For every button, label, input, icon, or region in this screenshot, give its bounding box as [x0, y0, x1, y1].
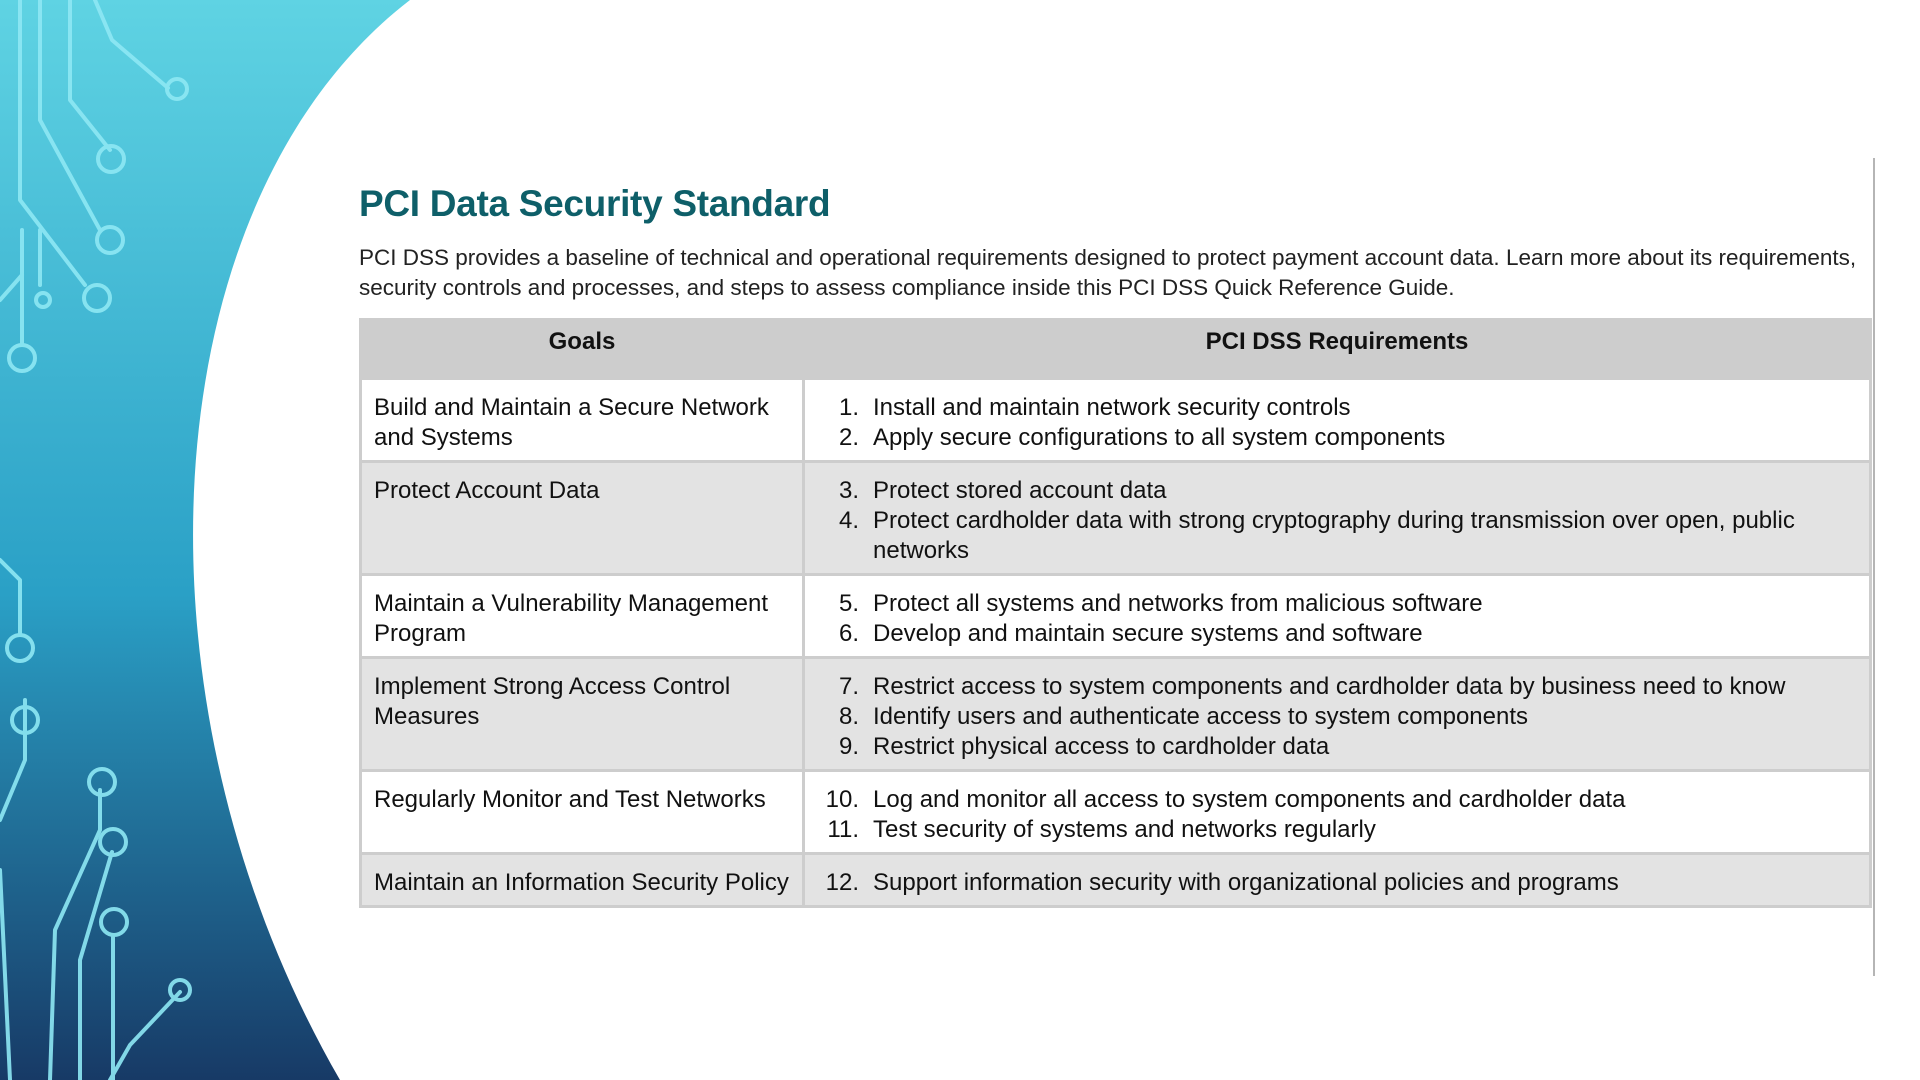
requirement-item	[817, 815, 1857, 845]
requirement-text: Protect all systems and networks from malicious software	[873, 590, 1483, 617]
page-title: PCI Data Security Standard	[359, 183, 831, 224]
requirements-cell	[804, 854, 1871, 907]
requirement-text: Install and maintain network security controls	[873, 394, 1351, 421]
requirement-number: 12.	[825, 869, 859, 896]
requirement-item	[817, 589, 1857, 619]
requirement-item	[817, 868, 1857, 898]
right-divider-line	[1873, 158, 1875, 976]
requirement-item	[817, 702, 1857, 732]
requirement-number: 8.	[838, 703, 859, 730]
table-row	[361, 462, 1871, 575]
requirement-text: Restrict physical access to cardholder data	[873, 733, 1330, 760]
requirement-text: Apply secure configurations to all system components	[873, 424, 1446, 451]
slide-content	[359, 180, 1872, 908]
goal-cell: Protect Account Data	[361, 462, 804, 575]
requirement-number: 1.	[838, 394, 859, 421]
table-row	[361, 854, 1871, 907]
requirements-list	[817, 785, 1857, 845]
requirement-item	[817, 506, 1857, 566]
intro-paragraph: PCI DSS provides a baseline of technical and operational requirements designed to protect payment account data. Learn more about its requirements, security controls and processes, and steps to assess compliance inside this PCI DSS Quick Reference Guide.	[359, 245, 1857, 300]
goals-column-header: Goals	[361, 320, 804, 379]
requirement-text: Protect stored account data	[873, 477, 1167, 504]
table-row	[361, 575, 1871, 658]
goal-cell: Implement Strong Access Control Measures	[361, 658, 804, 771]
requirements-list	[817, 589, 1857, 649]
requirements-cell	[804, 379, 1871, 462]
requirement-number: 7.	[838, 673, 859, 700]
requirement-text: Develop and maintain secure systems and software	[873, 620, 1423, 647]
requirements-cell	[804, 658, 1871, 771]
requirement-number: 2.	[838, 424, 859, 451]
requirement-item	[817, 619, 1857, 649]
requirement-item	[817, 423, 1857, 453]
table-row	[361, 379, 1871, 462]
requirement-number: 10.	[825, 786, 859, 813]
requirement-text: Test security of systems and networks regularly	[873, 816, 1376, 843]
table-row	[361, 658, 1871, 771]
requirement-text: Restrict access to system components and cardholder data by business need to know	[873, 673, 1786, 700]
table-row	[361, 771, 1871, 854]
requirement-number: 5.	[838, 590, 859, 617]
requirements-list	[817, 868, 1857, 898]
requirement-item	[817, 393, 1857, 423]
requirements-column-header: PCI DSS Requirements	[804, 320, 1871, 379]
requirement-number: 11.	[827, 816, 859, 843]
requirements-cell	[804, 575, 1871, 658]
goal-cell: Regularly Monitor and Test Networks	[361, 771, 804, 854]
requirement-item	[817, 672, 1857, 702]
requirements-cell	[804, 462, 1871, 575]
requirement-number: 3.	[838, 477, 859, 504]
requirements-list	[817, 476, 1857, 566]
goal-cell: Maintain a Vulnerability Management Program	[361, 575, 804, 658]
requirement-text: Support information security with organizational policies and programs	[873, 869, 1619, 896]
requirement-number: 6.	[838, 620, 859, 647]
table-header-row	[361, 320, 1871, 379]
requirements-list	[817, 672, 1857, 762]
requirement-item	[817, 476, 1857, 506]
requirement-number: 4.	[838, 507, 859, 534]
requirements-table	[359, 318, 1872, 908]
requirement-text: Log and monitor all access to system components and cardholder data	[873, 786, 1626, 813]
goal-cell: Build and Maintain a Secure Network and Systems	[361, 379, 804, 462]
requirement-item	[817, 732, 1857, 762]
goal-cell: Maintain an Information Security Policy	[361, 854, 804, 907]
requirement-text: Identify users and authenticate access to system components	[873, 703, 1529, 730]
requirements-cell	[804, 771, 1871, 854]
requirement-number: 9.	[838, 733, 859, 760]
requirements-list	[817, 393, 1857, 453]
requirement-text: Protect cardholder data with strong cryptography during transmission over open, public networks	[873, 507, 1795, 564]
requirement-item	[817, 785, 1857, 815]
